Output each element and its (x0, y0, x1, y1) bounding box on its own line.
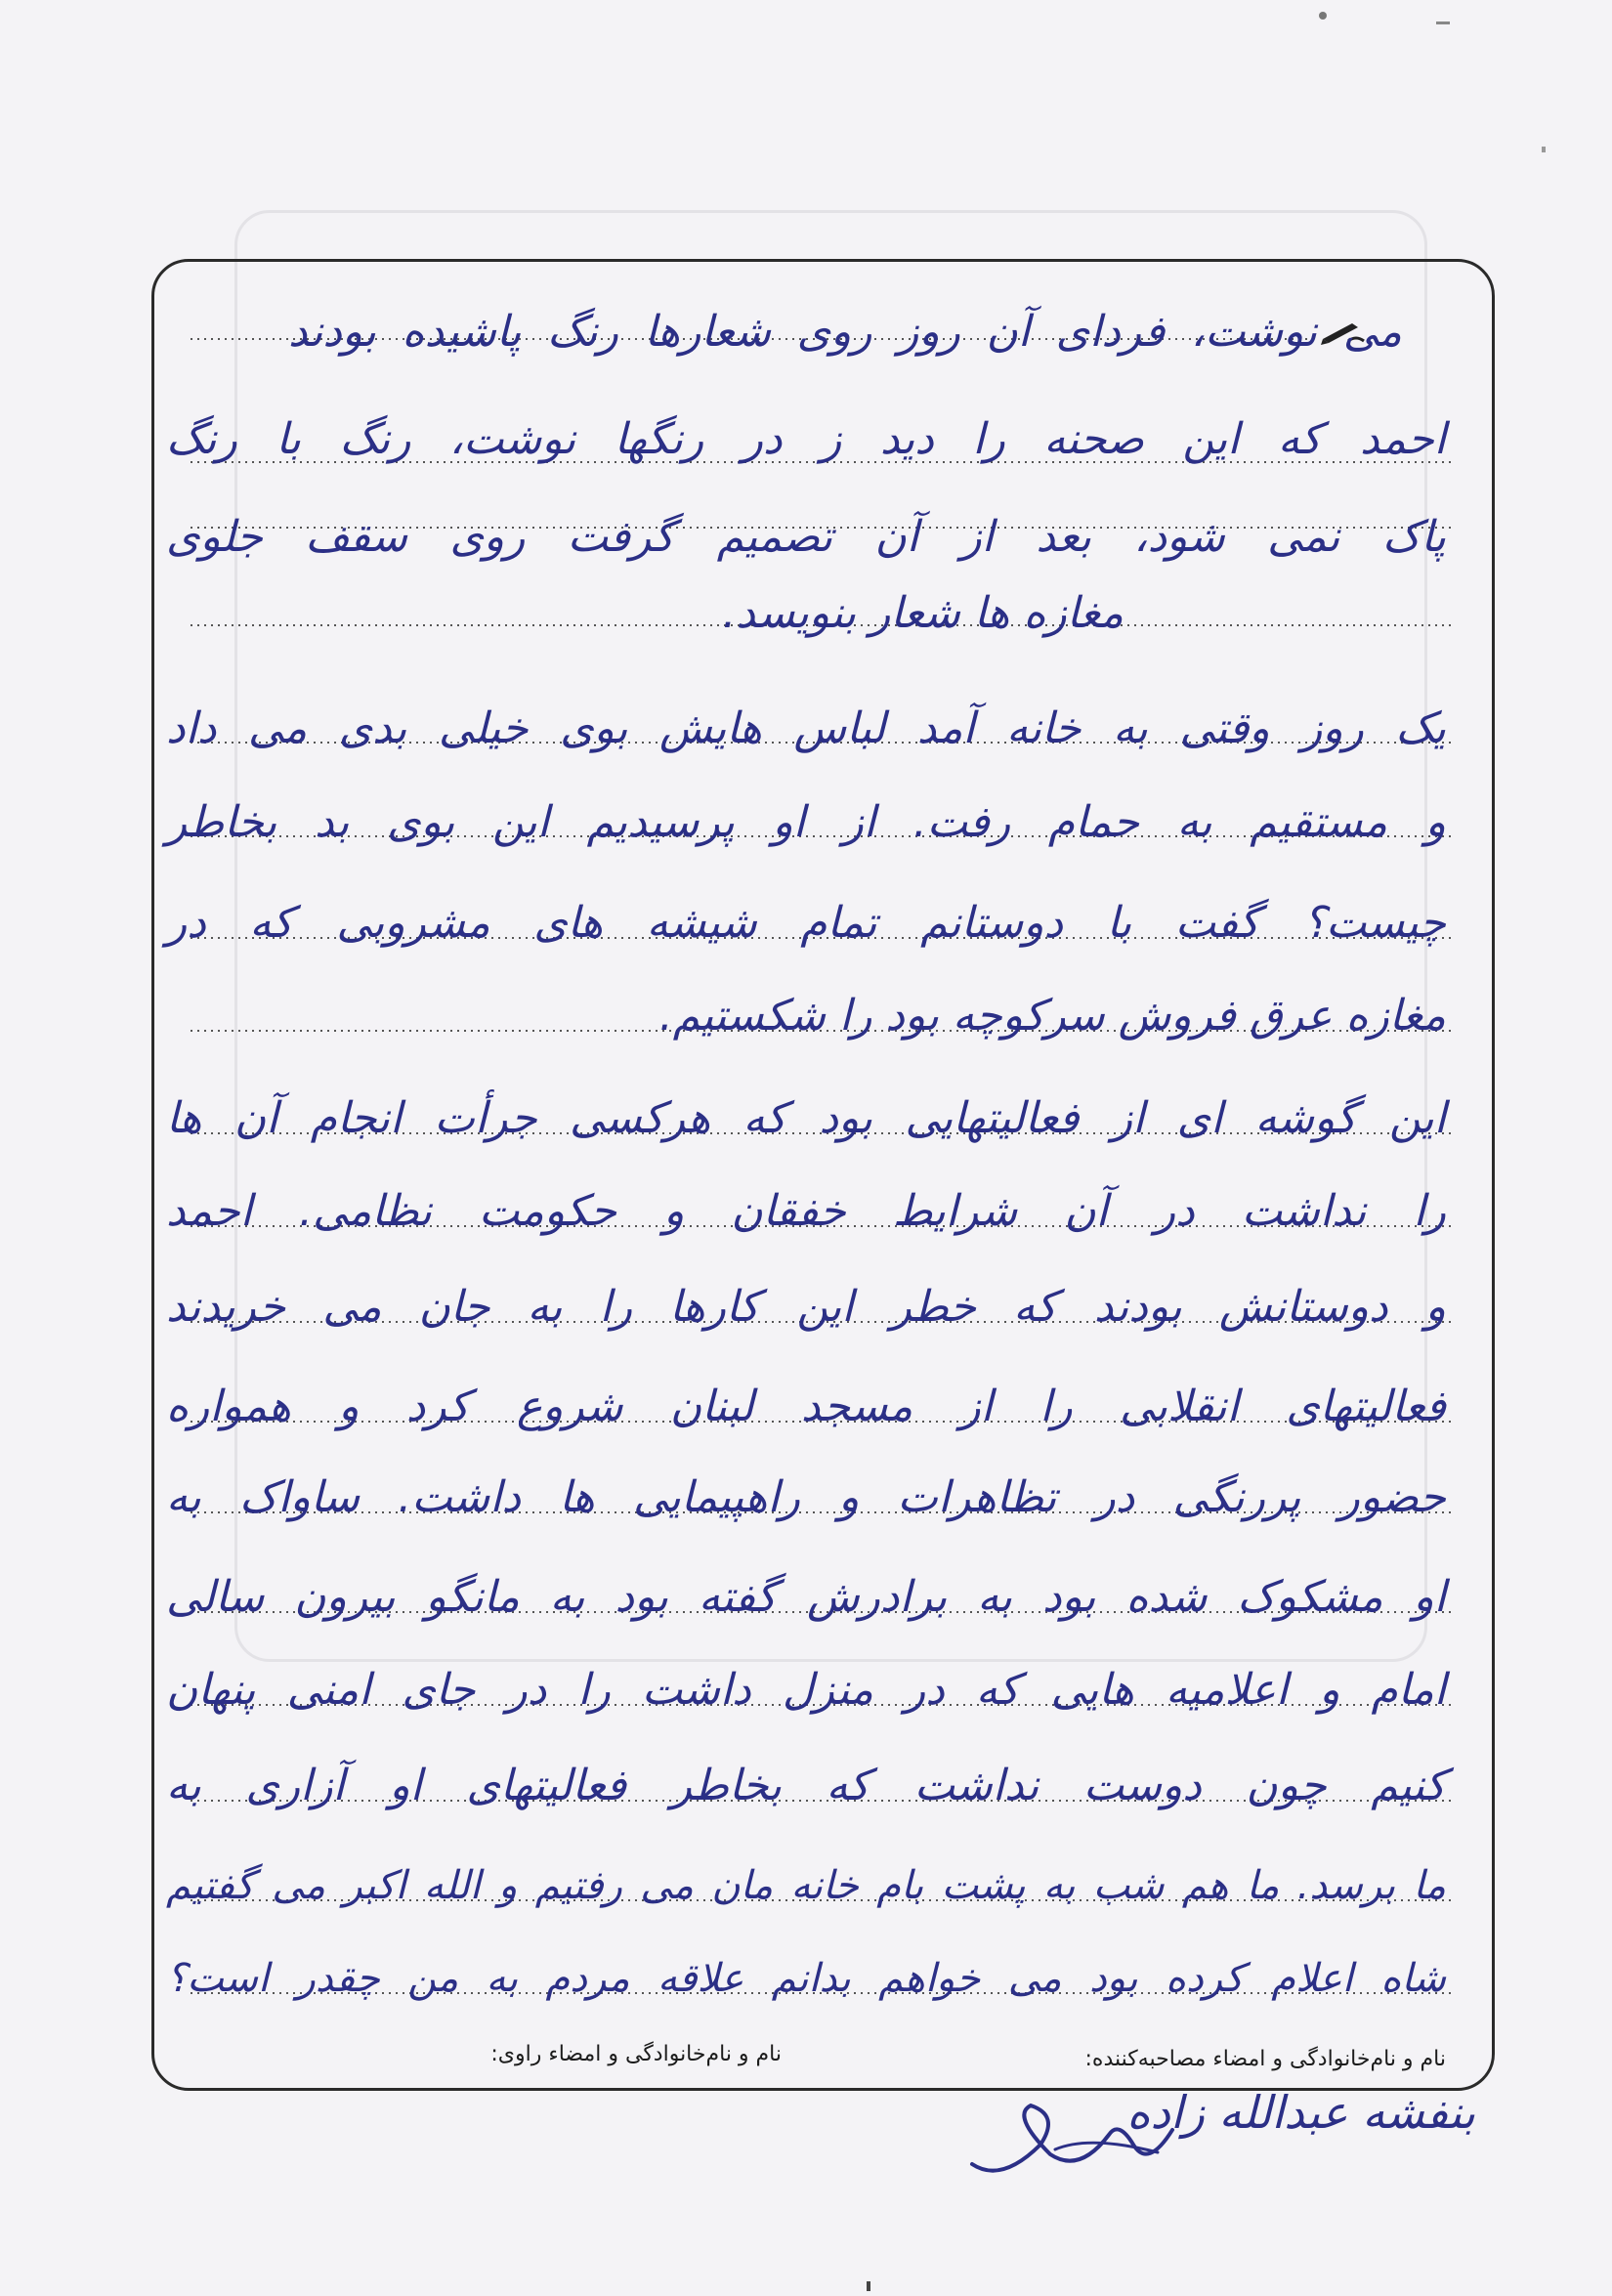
handwritten-line-1: می نوشت، فردای آن روز روی شعارها رنگ پاشیده بودند (288, 307, 1402, 357)
handwritten-line-5: یک روز وقتی به خانه آمد لباس هایش بوی خیلی بدی می داد (166, 703, 1446, 753)
handwritten-line-11: و دوستانش بودند که خطر این کارها را به جان می خریدند (166, 1282, 1446, 1332)
scan-speck (867, 2281, 870, 2291)
scan-speck (1319, 12, 1327, 20)
handwritten-line-3: پاک نمی شود، بعد از آن تصمیم گرفت روی سقف جلوی (166, 512, 1446, 562)
handwritten-line-9: این گوشه ای از فعالیتهایی بود که هرکسی جرأت انجام آن ها (166, 1093, 1446, 1143)
scan-speck (1542, 147, 1546, 152)
narrator-signature-label: نام و نام‌خانوادگی و امضاء راوی: (490, 2042, 782, 2066)
handwritten-line-10: را نداشت در آن شرایط خفقان و حکومت نظامی. احمد (166, 1186, 1446, 1236)
interviewer-signature-name: بنفشه عبدالله زاده (1126, 2086, 1475, 2139)
handwritten-line-16: کنیم چون دوست نداشت که بخاطر فعالیتهای او آزاری به (166, 1761, 1446, 1810)
handwritten-line-14: او مشکوک شده بود به برادرش گفته بود به مانگو بیرون سالی (166, 1572, 1446, 1622)
handwritten-line-12: فعالیتهای انقلابی را از مسجد لبنان شروع کرد و همواره (166, 1382, 1446, 1431)
interviewer-signature-label: نام و نام‌خانوادگی و امضاء مصاحبه‌کننده: (1084, 2047, 1446, 2071)
handwritten-line-15: امام و اعلامیه هایی که در منزل داشت را در جای امنی پنهان (166, 1665, 1446, 1715)
handwritten-line-8: مغازه عرق فروش سرکوچه بود را شکستیم. (658, 991, 1446, 1041)
handwritten-line-4: مغازه ها شعار بنویسد. (722, 588, 1124, 638)
handwritten-line-13: حضور پررنگی در تظاهرات و راهپیمایی ها داشت. ساواک به (166, 1472, 1446, 1522)
handwritten-line-2: احمد که این صحنه را دید ز در رنگها نوشت، رنگ با رنگ (166, 414, 1446, 464)
handwritten-line-7: چیست؟ گفت با دوستانم تمام شیشه های مشروبی که در (166, 898, 1446, 948)
scan-speck (1436, 21, 1450, 24)
handwritten-line-17: ما برسد. ما هم شب به پشت بام خانه مان می رفتیم و الله اکبر می گفتیم (166, 1863, 1446, 1908)
handwritten-line-6: و مستقیم به حمام رفت. از او پرسیدیم این بوی بد بخاطر (166, 797, 1446, 847)
signature-scrawl (962, 2076, 1187, 2193)
handwritten-line-18: شاه اعلام کرده بود می خواهم بدانم علاقه مردم به من چقدر است؟ (166, 1956, 1446, 2001)
